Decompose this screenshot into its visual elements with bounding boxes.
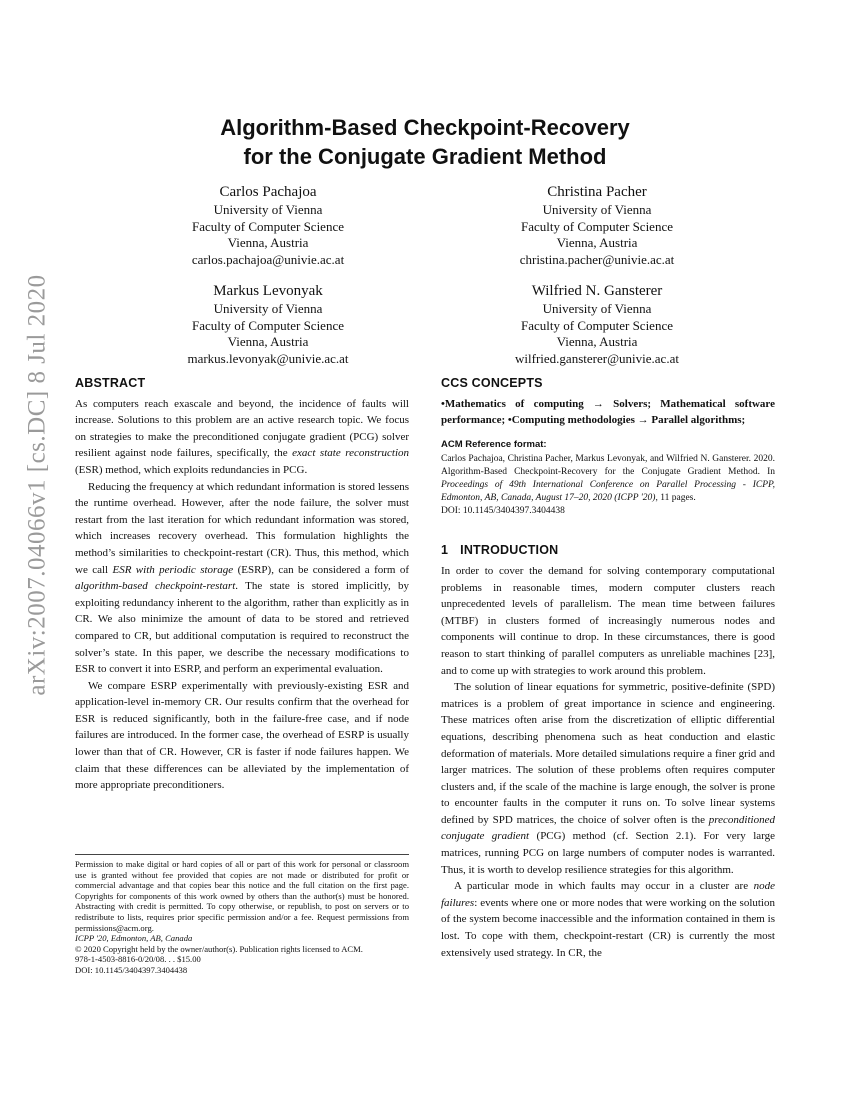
author-affiliation: University of Vienna [542, 301, 652, 316]
right-column [441, 375, 775, 961]
author-name: Carlos Pachajoa [219, 184, 317, 200]
author-location: Vienna, Austria [556, 334, 638, 349]
abstract-heading: ABSTRACT [75, 376, 146, 390]
author-department: Faculty of Computer Science [192, 218, 344, 234]
paper-title [75, 113, 775, 171]
abstract-section [75, 375, 409, 794]
author-name: Christina Pacher [547, 184, 647, 200]
abstract-paragraph-2: Reducing the frequency at which redundant information is stored lessens the runtime overhead. However, after the node failure, the solver must restart from the last iteration for which redundant information was stored, which increases recovery overhead. This formulation highlights the method’s similarities to checkpoint-restart (CR). Thus, this method, which we call ESR with periodic storage (ESRP), can be considered a form of algorithm-based checkpoint-restart. The state is stored implicitly, by exploiting redundancy inherent to the algorithm, rather than explicitly as in CR. We also minimize the amount of data to be stored and retrieved compared to CR, but additional computation is required to reconstruct the solver’s state. In this paper, we describe the necessary modifications to ESR to convert it into ESRP, and perform an experimental evaluation. [75, 480, 410, 676]
abstract-paragraph-1: As computers reach exascale and beyond, the incidence of faults will increase. Solutions to this problem are an active research topic. We focus on strategies to make the preconditioned conjugate gradient (PCG) solver resilient against node failures, specifically, the exact state reconstruction (ESR) method, which exploits redundancies in PCG. [75, 397, 409, 476]
title-line-2: for the Conjugate Gradient Method [243, 144, 607, 169]
copyright-notice: © 2020 Copyright held by the owner/author(s). Publication rights licensed to ACM. [75, 943, 363, 954]
intro-paragraph-2: The solution of linear equations for symmetric, positive-definite (SPD) matrices is a problem of great importance in science and engineering. These matrices often arise from the discretization of elliptic differential equations, describing phenomena such as heat conduction and elastic deformation of materials. More detailed simulations require a finer grid and larger matrices. The solution of these problems often requires computer clusters and, if the scale of the machine is large enough, the solver is prone to encounter faults in the computer it runs on. To solve linear systems defined by SPD matrices, the choice of solver often is the preconditioned conjugate gradient (PCG) method (cf. Section 2.1). For very large matrices, running PCG on large numbers of computer nodes is warranted. Thus, it is worth to develop resilience strategies for this algorithm. [441, 681, 775, 876]
author-email[interactable]: carlos.pachajoa@univie.ac.at [191, 251, 345, 267]
isbn-price: 978-1-4503-8816-0/20/08. . . $15.00 [75, 954, 201, 965]
author-department: Faculty of Computer Science [521, 218, 673, 234]
author-location: Vienna, Austria [227, 235, 309, 250]
author-location: Vienna, Austria [227, 334, 309, 349]
author-department: Faculty of Computer Science [521, 317, 673, 333]
author-affiliation: University of Vienna [213, 202, 323, 217]
conference-venue: ICPP '20, Edmonton, AB, Canada [75, 933, 193, 944]
author-name: Wilfried N. Gansterer [531, 283, 663, 299]
arxiv-id-text: arXiv:2007.04066v1 [cs.DC] 8 Jul 2020 [24, 274, 51, 696]
intro-paragraph-1: In order to cover the demand for solving contemporary computational problems in reasonable times, modern computer clusters reach unprecedented levels of parallelism. The mean time between failures (MTBF) in clusters formed of increasingly numerous nodes and components will continue to drop. In these circumstances, there is good reason to start thinking of parallel computers as unreliable machines [23], and to come up with strategies to work around this problem. [441, 564, 775, 677]
author-email[interactable]: wilfried.gansterer@univie.ac.at [515, 350, 679, 366]
title-line-1: Algorithm-Based Checkpoint-Recovery [220, 115, 630, 140]
ccs-concepts-text: •Mathematics of computing → Solvers; Mathematical software performance; •Computing methodologies → Parallel algorithms; [441, 397, 775, 427]
ccs-heading: CCS CONCEPTS [441, 376, 543, 390]
author-block-1 [118, 183, 418, 268]
introduction-heading: 1 INTRODUCTION [441, 543, 559, 558]
author-email[interactable]: markus.levonyak@univie.ac.at [187, 350, 349, 366]
author-affiliation: University of Vienna [213, 301, 323, 316]
author-name: Markus Levonyak [213, 283, 323, 299]
author-block-2 [447, 183, 747, 268]
author-block-4 [447, 282, 747, 367]
permission-text: Permission to make digital or hard copies of all or part of this work for personal or classroom use is granted without fee provided that copies are not made or distributed for profit or commercial advantage and that copies bear this notice and the full citation on the first page. Copyrights for components of this work owned by others than the author(s) must be honored. Abstracting with credit is permitted. To copy otherwise, or republish, to post on servers or to redistribute to lists, requires prior specific permission and/or a fee. Request permissions from permissions@acm.org. [75, 859, 409, 933]
acm-reference-text: Carlos Pachajoa, Christina Pacher, Markus Levonyak, and Wilfried N. Gansterer. 2020. Algorithm-Based Checkpoint-Recovery for the Conjugate Gradient Method. In Proceedings of 49th International Conference on Parallel Processing - ICPP, Edmonton, AB, Canada, August 17–20, 2020 (ICPP '20), 11 pages. [441, 454, 775, 504]
footnote-doi: DOI: 10.1145/3404397.3404438 [75, 964, 188, 975]
acm-reference-doi: DOI: 10.1145/3404397.3404438 [441, 506, 565, 517]
author-department: Faculty of Computer Science [192, 317, 344, 333]
arxiv-identifier-stamp [18, 274, 58, 696]
permission-footnote [75, 854, 409, 976]
author-location: Vienna, Austria [556, 235, 638, 250]
author-block-3 [118, 282, 418, 367]
intro-paragraph-3: A particular mode in which faults may occur in a cluster are node failures: events where one or more nodes that were working on the solution of the system become inaccessible and the information contained in them is lost. To cope with them, checkpoint-restart (CR) is currently the most extensively used strategy. In CR, the [441, 880, 775, 959]
author-email[interactable]: christina.pacher@univie.ac.at [519, 251, 675, 267]
abstract-paragraph-3: We compare ESRP experimentally with previously-existing ESR and application-level in-memory CR. Our results confirm that the overhead for ESR is reduced significantly, both in the failure-free case, and if node failures are introduced. In the former case, the overhead of ESRP is usually lower than that of CR. However, CR is faster if node failures happen. We claim that these differences can be alleviated by the implementation of more appropriate preconditioners. [75, 679, 409, 792]
acm-reference-heading: ACM Reference format: [441, 438, 547, 450]
author-affiliation: University of Vienna [542, 202, 652, 217]
